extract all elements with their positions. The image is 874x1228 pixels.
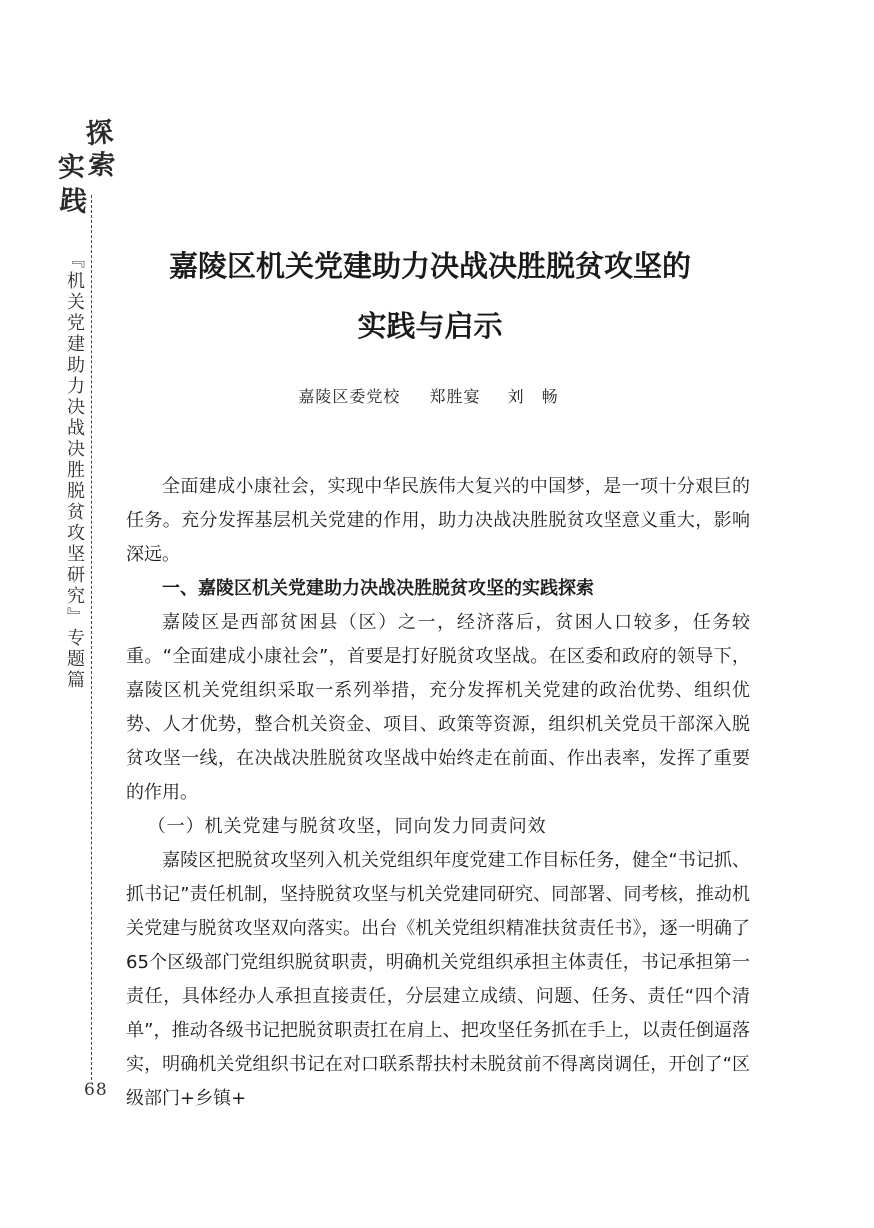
- author-organization: 嘉陵区委党校: [298, 387, 401, 406]
- brand-char: 践: [58, 184, 89, 219]
- article-title-line-1: 嘉陵区机关党建助力决战决胜脱贫攻坚的: [168, 249, 691, 283]
- article-title-line-2: 实践与启示: [357, 309, 503, 343]
- author-name: 郑胜宴: [429, 387, 481, 406]
- author-name: 刘畅: [507, 387, 576, 406]
- article-body: [126, 470, 750, 1116]
- section-brand-logo: [58, 118, 118, 228]
- page-number: 68: [84, 1080, 108, 1100]
- brand-char: 探: [84, 116, 115, 151]
- brand-char: 实: [57, 151, 86, 184]
- author-byline: [0, 384, 874, 407]
- margin-divider: [91, 195, 92, 1080]
- vertical-column-title: 『机关党建助力决战决胜脱贫攻坚研究』专题篇: [64, 250, 85, 691]
- subsection-heading: （一）机关党建与脱贫攻坚，同向发力同责问效: [147, 816, 547, 837]
- section-heading: 一、嘉陵区机关党建助力决战决胜脱贫攻坚的实践探索: [162, 578, 594, 599]
- brand-char: 索: [86, 149, 117, 182]
- body-paragraph: 嘉陵区是西部贫困县（区）之一，经济落后，贫困人口较多，任务较重。“全面建成小康社会”，首要是打好脱贫攻坚战。在区委和政府的领导下，嘉陵区机关党组织采取一系列举措，充分发挥机关党建的政治优势、组织优势、人才优势，整合机关资金、项目、政策等资源，组织机关党员干部深入脱贫攻坚一线，在决战决胜脱贫攻坚战中始终走在前面、作出表率，发挥了重要的作用。: [126, 612, 750, 803]
- body-paragraph: 嘉陵区把脱贫攻坚列入机关党组织年度党建工作目标任务，健全“书记抓、抓书记”责任机制，坚持脱贫攻坚与机关党建同研究、同部署、同考核，推动机关党建与脱贫攻坚双向落实。出台《机关党组织精准扶贫责任书》，逐一明确了65个区级部门党组织脱贫职责，明确机关党组织承担主体责任，书记承担第一责任，具体经办人承担直接责任，分层建立成绩、问题、任务、责任“四个清单”，推动各级书记把脱贫职责扛在肩上、把攻坚任务抓在手上，以责任倒逼落实，明确机关党组织书记在对口联系帮扶村未脱贫前不得离岗调任，开创了“区级部门+乡镇+: [126, 850, 750, 1109]
- intro-paragraph: 全面建成小康社会，实现中华民族伟大复兴的中国梦，是一项十分艰巨的任务。充分发挥基层机关党建的作用，助力决战决胜脱贫攻坚意义重大，影响深远。: [126, 476, 750, 565]
